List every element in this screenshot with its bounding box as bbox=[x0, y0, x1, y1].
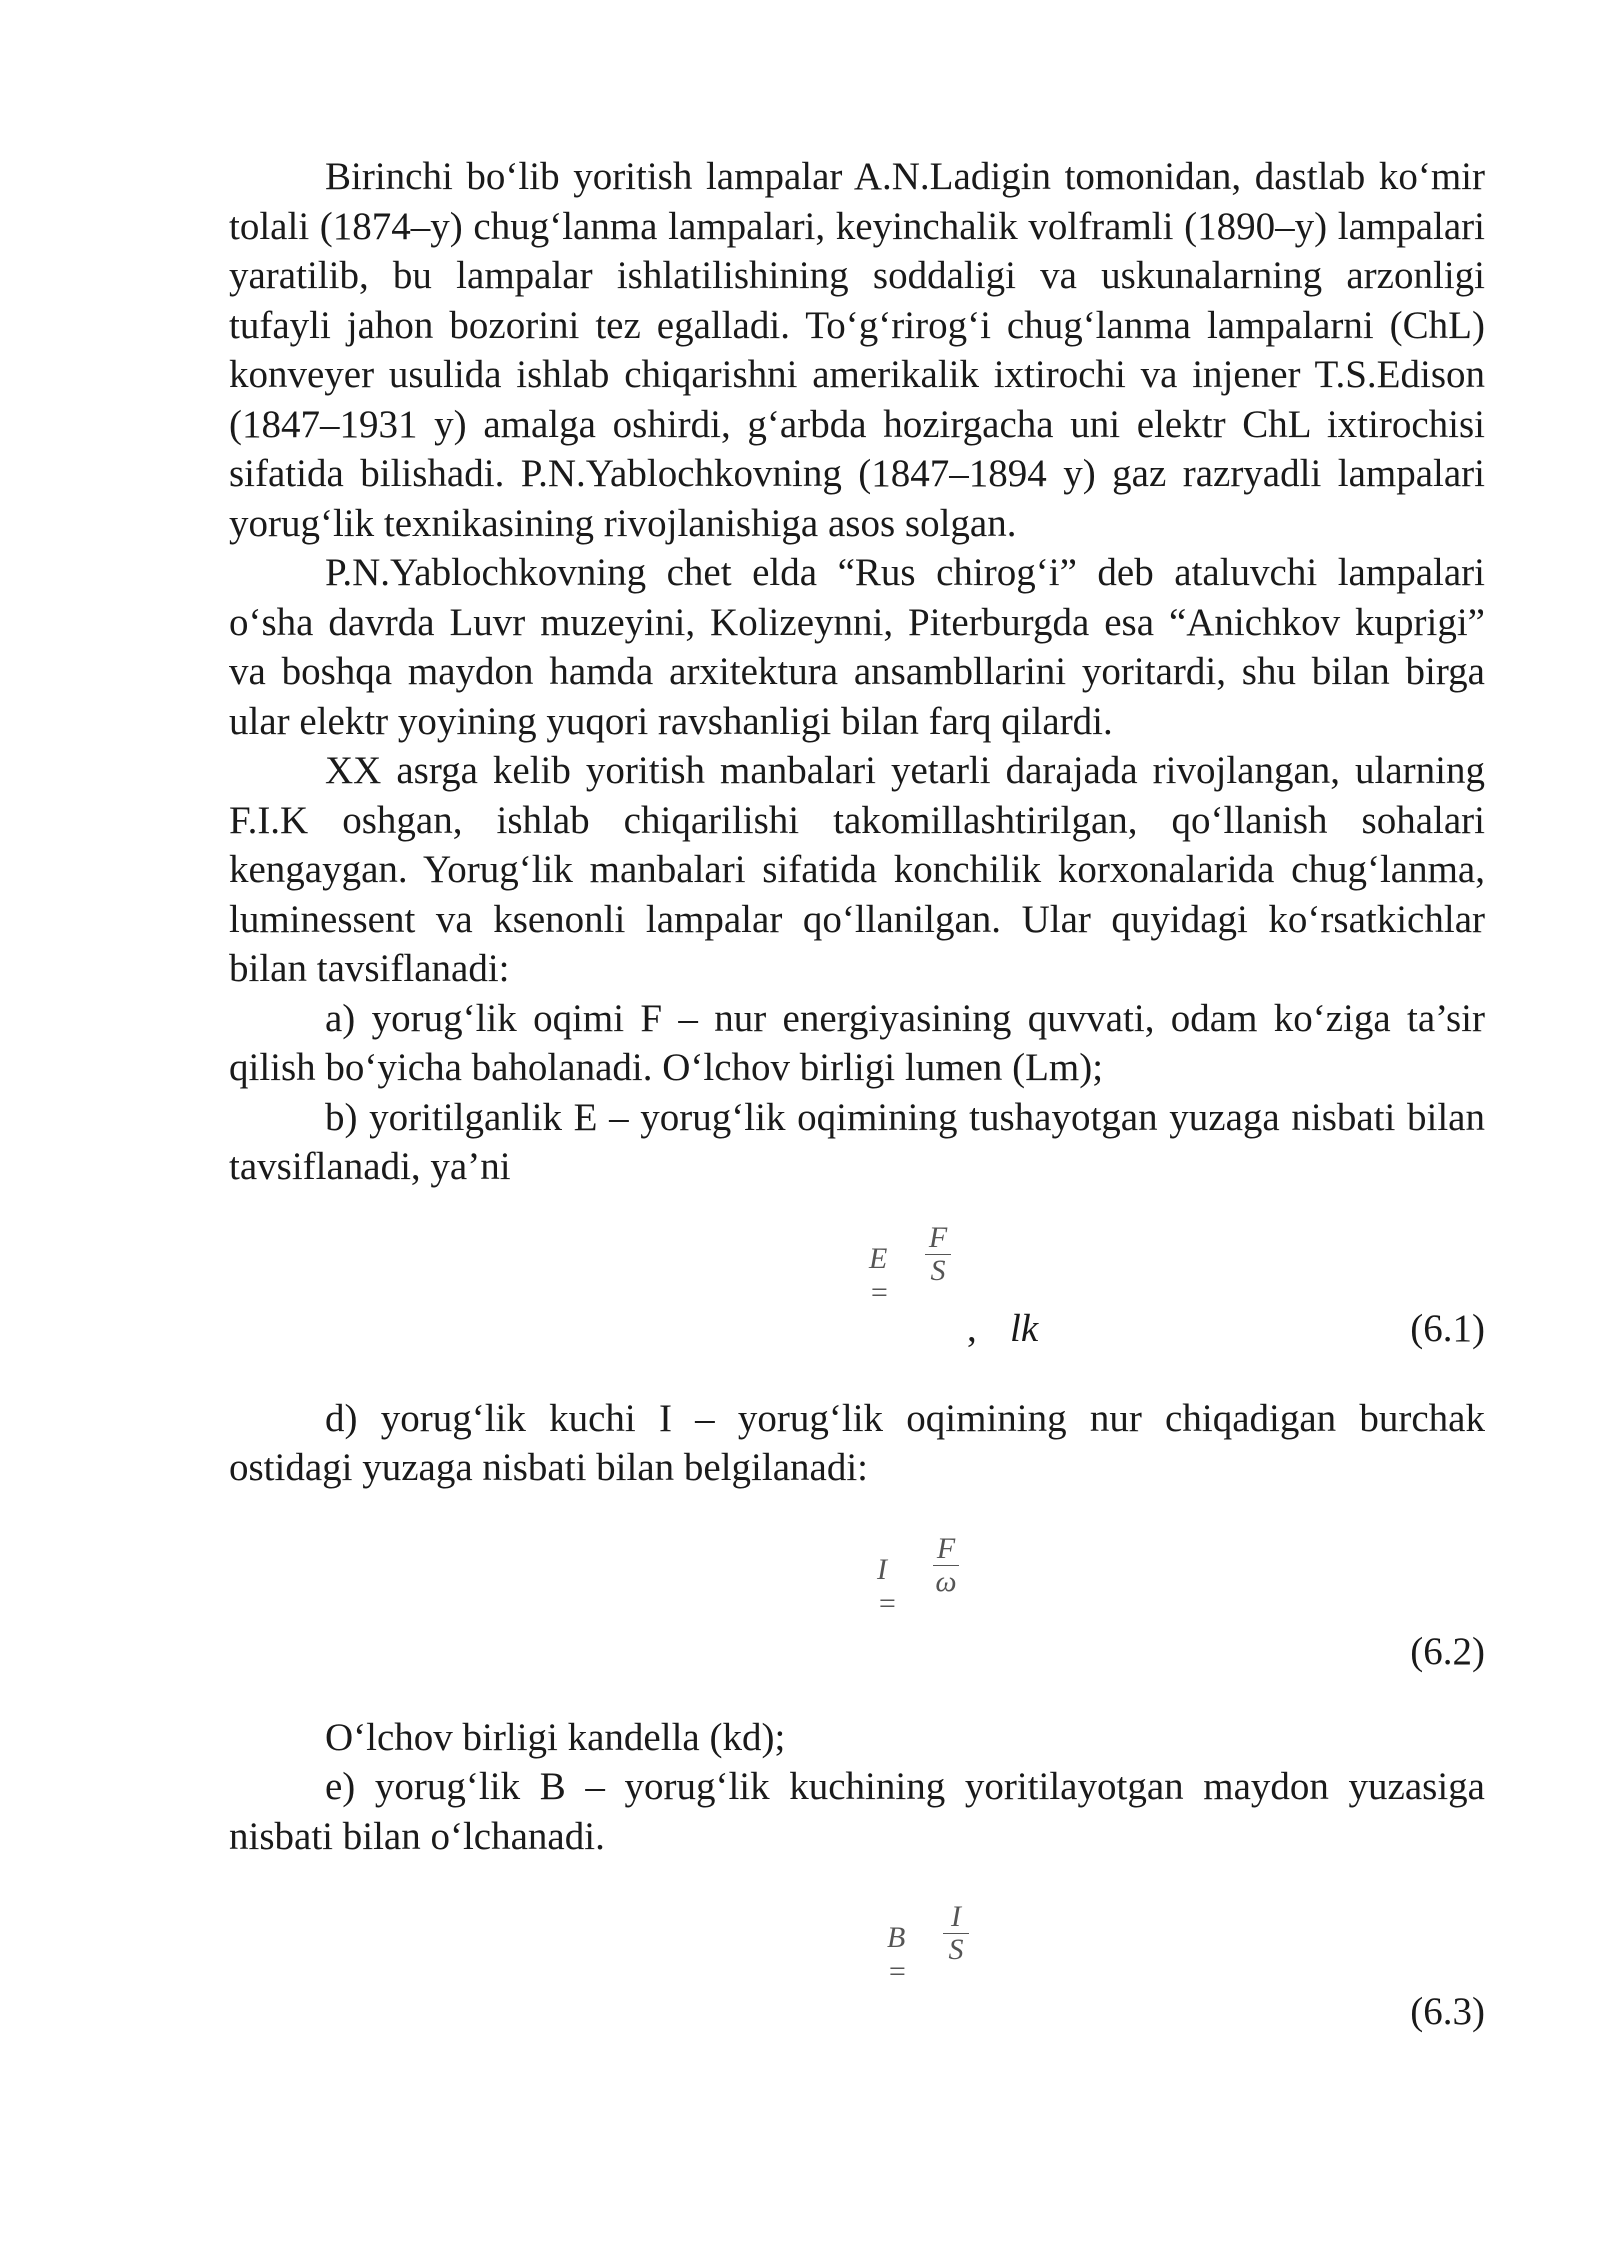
paragraph-luminous-flux: a) yorug‘lik oqimi F – nur energiyasining quvvati, odam ko‘ziga ta’sir qilish bo‘yicha baholanadi. O‘lchov birligi lumen (Lm); bbox=[229, 996, 1485, 1089]
formula-6-1-number: (6.1) bbox=[1410, 1306, 1485, 1350]
formula-6-3-denominator: S bbox=[948, 1933, 964, 1966]
formula-6-3 bbox=[229, 1901, 1485, 2051]
formula-6-2 bbox=[229, 1533, 1485, 1693]
formula-6-1-numerator: F bbox=[928, 1220, 948, 1254]
page-body bbox=[229, 152, 1485, 2081]
formula-6-1-denominator: S bbox=[930, 1253, 946, 1287]
paragraph-brightness: e) yorug‘lik B – yorug‘lik kuchining yoritilayotgan maydon yuzasiga nisbati bilan o‘lchanadi. bbox=[229, 1765, 1485, 1858]
paragraph-illuminance: b) yoritilganlik E – yorug‘lik oqimining tushayotgan yuzaga nisbati bilan tavsiflanadi, ya’ni bbox=[229, 1095, 1485, 1188]
formula-6-2-fraction bbox=[933, 1533, 959, 1598]
paragraph-history-ladigin: Birinchi bo‘lib yoritish lampalar A.N.Ladigin tomonidan, dastlab ko‘mir tolali (1874–y) chug‘lanma lampalari, keyinchalik volframli (1890–y) lampalari yaratilib, bu lampalar ishlatilishining soddaligi va uskunalarning arzonligi tufayli jahon bozorini tez egalladi. To‘g‘rirog‘i chug‘lanma lampalarni (ChL) konveyer usulida ishlab chiqarishni amerikalik ixtirochi va injener T.S.Edison (1847–1931 y) amalga oshirdi, g‘arbda hozirgacha uni elektr ChL ixtirochisi sifatida bilishadi. P.N.Yablochkovning (1847–1894 y) gaz razryadli lampalari yorug‘lik texnikasining rivojlanishiga asos solgan. bbox=[229, 155, 1485, 545]
paragraph-yablochkov: P.N.Yablochkovning chet elda “Rus chirog‘i” deb ataluvchi lampalari o‘sha davrda Luvr muzeyini, Kolizeynni, Piterburgda esa “Anichkov kuprigi” va boshqa maydon hamda arxitektura ansambllarini yoritardi, shu bilan birga ular elektr yoyining yuqori ravshanligi bilan farq qilardi. bbox=[229, 551, 1485, 743]
formula-6-1-unit: lk bbox=[1010, 1306, 1039, 1350]
formula-6-1-fraction bbox=[925, 1222, 951, 1287]
formula-6-1-comma: , bbox=[967, 1306, 977, 1350]
formula-6-2-lhs: I = bbox=[877, 1552, 898, 1620]
paragraph-luminous-intensity: d) yorug‘lik kuchi I – yorug‘lik oqimining nur chiqadigan burchak ostidagi yuzaga nisbati bilan belgilanadi: bbox=[229, 1396, 1485, 1489]
formula-6-3-lhs: B = bbox=[887, 1921, 908, 1988]
paragraph-unit-candela: O‘lchov birligi kandella (kd); bbox=[325, 1715, 786, 1759]
paragraph-xx-century: XX asrga kelib yoritish manbalari yetarli darajada rivojlangan, ularning F.I.K oshgan, ishlab chiqarilishi takomillashtirilgan, qo‘llanish sohalari kengaygan. Yorug‘lik manbalari sifatida konchilik korxonalarida chug‘lanma, luminessent va ksenonli lampalar qo‘llanilgan. Ular quyidagi ko‘rsatkichlar bilan tavsiflanadi: bbox=[229, 749, 1485, 990]
formula-6-2-number: (6.2) bbox=[1410, 1629, 1485, 1673]
formula-6-3-number: (6.3) bbox=[1410, 1990, 1485, 2033]
formula-6-3-fraction bbox=[943, 1901, 969, 1966]
formula-6-2-denominator: ω bbox=[935, 1564, 957, 1598]
formula-6-1 bbox=[229, 1222, 1485, 1372]
formula-6-1-lhs: E = bbox=[869, 1241, 890, 1309]
formula-6-2-numerator: F bbox=[936, 1531, 956, 1565]
formula-6-3-numerator: I bbox=[951, 1900, 961, 1933]
